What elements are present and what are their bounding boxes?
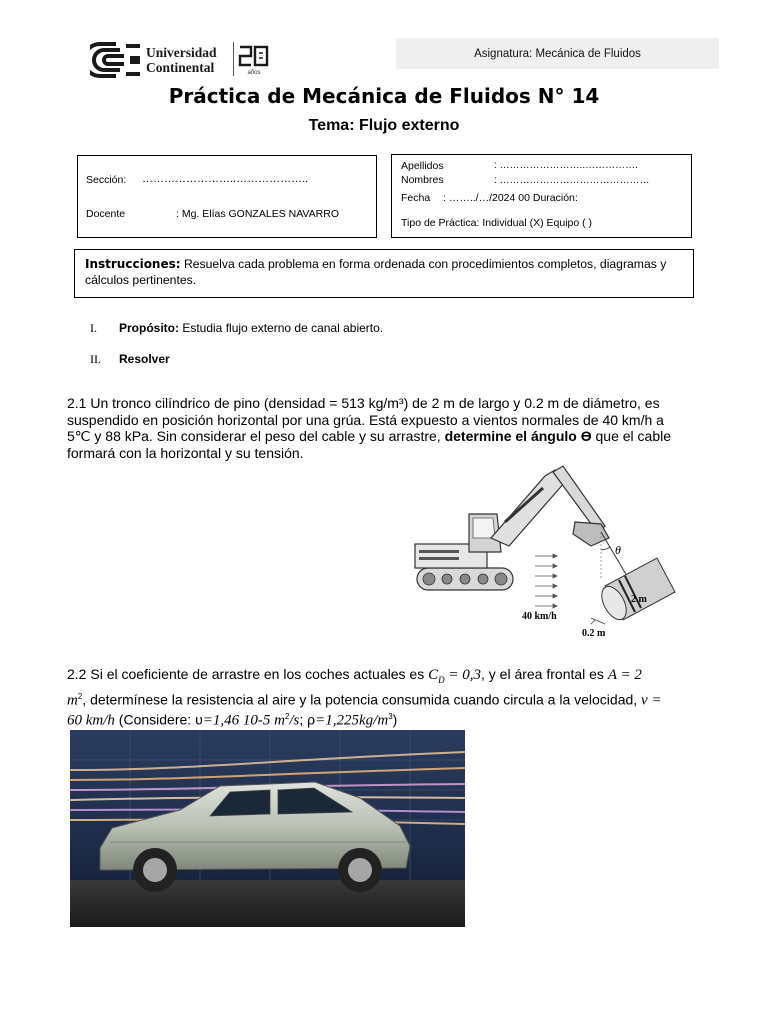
anniversary-20-icon — [238, 43, 270, 77]
problem-2-2-line — [67, 666, 707, 689]
problem-2-1-line: suspendido en posición horizontal por una grúa. Está expuesto a vientos normales de 40 km/h a — [67, 411, 664, 428]
problem-2-2-text-part: ) — [392, 711, 398, 728]
university-name-line1: Universidad — [146, 45, 217, 60]
density-exponent: 3 — [388, 711, 393, 721]
log-cylinder — [597, 558, 675, 624]
page-title: Práctica de Mecánica de Fluidos N° 14 — [168, 84, 600, 108]
subject-label: Asignatura: Mecánica de Fluidos — [396, 38, 719, 69]
student-section-box — [77, 155, 377, 238]
teacher-value: : Mg. Elías GONZALES NAVARRO — [176, 208, 339, 220]
wind-arrows-icon — [535, 554, 557, 608]
problem-2-2-text — [67, 666, 707, 729]
problem-2-2-text-part: 2.2 Si el coeficiente de arrastre en los coches actuales es — [67, 666, 429, 682]
instructions-label: Instrucciones: — [85, 257, 181, 271]
viscosity-value: =1,46 10-5 m — [202, 712, 285, 729]
university-logo — [90, 42, 270, 78]
density-value: =1,225kg/m — [315, 712, 389, 729]
student-info-box — [391, 154, 692, 238]
problem-2-2-line — [67, 709, 707, 729]
problem-2-1-emphasis: determine el ángulo ϴ — [444, 428, 592, 444]
viscosity-exponent: 2 — [284, 711, 290, 721]
purpose-text: Estudia flujo externo de canal abierto. — [179, 321, 384, 335]
names-field[interactable]: : ……………………………………… — [494, 175, 650, 186]
wind-tunnel-car-photo — [70, 730, 465, 927]
teacher-label: Docente — [86, 208, 126, 220]
instructions-box — [74, 249, 694, 298]
problem-2-1-text-part: que el cable — [591, 428, 672, 444]
anniversary-label: años — [247, 70, 261, 76]
problem-2-2-text-part: (Considere: υ — [114, 711, 203, 728]
page-subtitle: Tema: Flujo externo — [308, 117, 460, 134]
wind-speed-label: 40 km/h — [522, 611, 557, 622]
drag-coefficient-value: = 0,3 — [444, 667, 481, 683]
surnames-field[interactable]: : ……………………..……………. — [494, 160, 638, 171]
section-field[interactable]: ……………………..……………….. — [142, 173, 309, 185]
date-label: Fecha — [401, 192, 431, 204]
section-purpose — [90, 321, 97, 336]
purpose-line — [119, 321, 383, 335]
university-name-line2: Continental — [146, 60, 215, 75]
university-emblem-icon — [90, 42, 142, 78]
section-numeral: I. — [90, 321, 97, 335]
drag-coefficient-subscript: D — [438, 675, 445, 685]
problem-2-2-text-part: , y el área frontal es — [480, 666, 608, 682]
solve-label: Resolver — [119, 352, 170, 366]
logo-divider — [233, 42, 234, 76]
university-name — [146, 45, 217, 75]
practice-type: Tipo de Práctica: Individual (X) Equipo ( ) — [401, 217, 593, 229]
excavator-log-figure — [405, 458, 680, 640]
date-field[interactable]: : ……../…/2024 00 Duración: — [443, 192, 578, 204]
area-unit: m — [67, 692, 78, 709]
section-numeral: II. — [90, 352, 101, 366]
log-diameter-label: 0.2 m — [582, 628, 606, 639]
names-label: Nombres — [401, 174, 444, 186]
problem-2-1-text-part: 5℃ y 88 kPa. Sin considerar el peso del cable y su arrastre, — [67, 428, 445, 444]
problem-2-1-line: 2.1 Un tronco cilíndrico de pino (densidad = 513 kg/m³) de 2 m de largo y 0.2 m de diámetro, es — [67, 395, 660, 411]
excavator-boom — [491, 470, 565, 546]
instructions-text: Resuelva cada problema en forma ordenada con procedimientos completos, diagramas y cálculos pertinentes. — [85, 257, 667, 287]
problem-2-1-text — [67, 395, 707, 461]
drag-coefficient-symbol: C — [428, 667, 439, 683]
purpose-label: Propósito: — [119, 321, 179, 335]
area-unit-exponent: 2 — [77, 691, 83, 701]
problem-2-1-line — [67, 428, 707, 445]
solve-line — [119, 352, 170, 366]
crane-cable — [601, 532, 627, 576]
problem-2-2-text-part: ; ρ — [299, 711, 316, 728]
theta-label: θ — [615, 543, 621, 557]
problem-2-2-text-part: , determínese la resistencia al aire y la potencia consumida cuando circula a la velocidad, — [82, 691, 642, 708]
section-solve — [90, 352, 101, 367]
log-length-label: 2 m — [631, 594, 647, 605]
problem-2-1-line: formará con la horizontal y su tensión. — [67, 444, 304, 461]
frontal-area-value: A = 2 — [607, 667, 642, 683]
section-label: Sección: — [86, 174, 127, 186]
surnames-label: Apellidos — [401, 160, 444, 172]
viscosity-unit: /s — [289, 712, 300, 729]
velocity-value: 60 km/h — [67, 712, 115, 729]
velocity-symbol: v = — [641, 692, 662, 709]
problem-2-2-line — [67, 689, 707, 709]
